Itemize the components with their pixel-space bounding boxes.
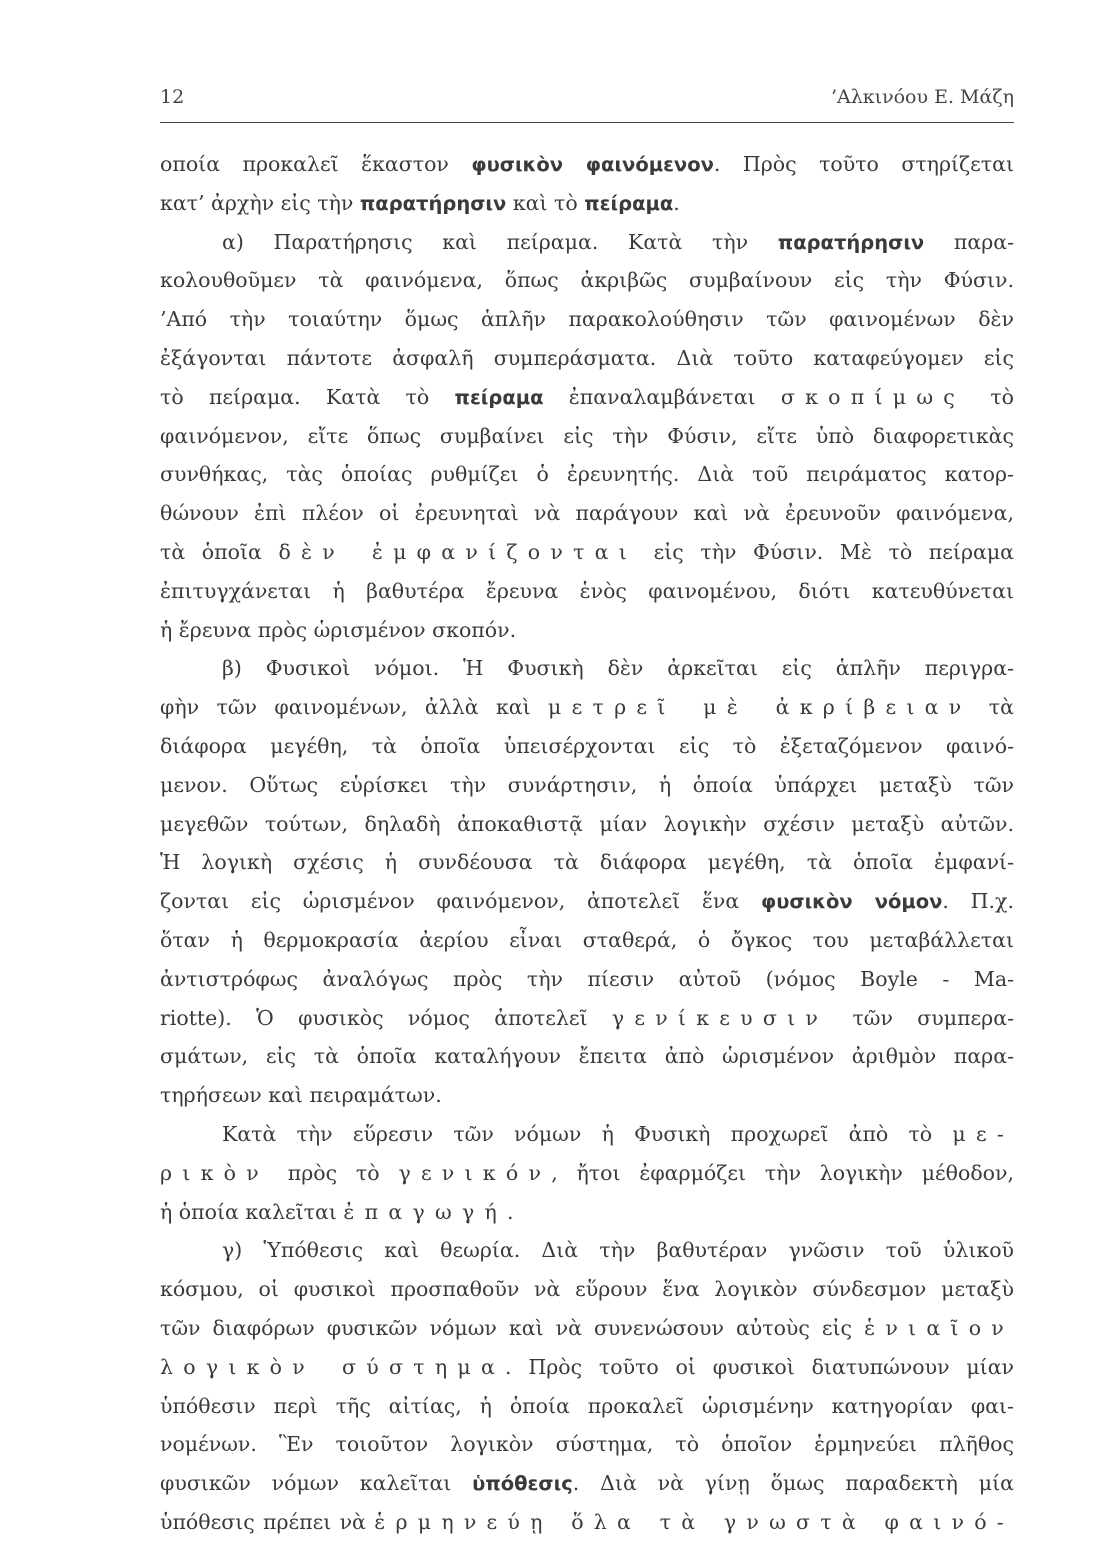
text-line: συνθήκας, τὰς ὁποίας ρυθμίζει ὁ ἐρευνητής. Διὰ τοῦ πειράματος κατορ- bbox=[160, 462, 1014, 487]
text-line: ἡ ὁποία καλεῖται ἐπαγωγή. bbox=[160, 1199, 514, 1224]
text-line: διάφορα μεγέθη, τὰ ὁποῖα ὑπεισέρχονται εἰς τὸ ἐξεταζόμενον φαινό- bbox=[160, 733, 1014, 758]
text-line: μενον. Οὕτως εὑρίσκει τὴν συνάρτησιν, ἡ ὁποία ὑπάρχει μεταξὺ τῶν bbox=[160, 772, 1014, 797]
text-line: φυσικῶν νόμων καλεῖται ὑπόθεσις. Διὰ νὰ γίνῃ ὅμως παραδεκτὴ μία bbox=[160, 1471, 1014, 1496]
text-line: κολουθοῦμεν τὰ φαινόμενα, ὅπως ἀκριβῶς συμβαίνουν εἰς τὴν Φύσιν. bbox=[160, 268, 1014, 293]
text-line: τηρήσεων καὶ πειραμάτων. bbox=[160, 1083, 442, 1108]
text-line: ρικὸν πρὸς τὸ γενικόν, ἤτοι ἐφαρμόζει τὴν λογικὴν μέθοδον, bbox=[160, 1160, 1014, 1185]
text-line: Ἡ λογικὴ σχέσις ἡ συνδέουσα τὰ διάφορα μεγέθη, τὰ ὁποῖα ἐμφανί- bbox=[160, 850, 1014, 875]
page-header bbox=[160, 86, 1014, 116]
text-line: ὅταν ἡ θερμοκρασία ἀερίου εἶναι σταθερά, ὁ ὄγκος του μεταβάλλεται bbox=[160, 927, 1014, 952]
text-line: ἀντιστρόφως ἀναλόγως πρὸς τὴν πίεσιν αὐτοῦ (νόμος Boyle - Ma- bbox=[160, 966, 1014, 991]
text-line: ὑπόθεσιν περὶ τῆς αἰτίας, ἡ ὁποία προκαλεῖ ὡρισμένην κατηγορίαν φαι- bbox=[160, 1393, 1014, 1418]
text-line: ζονται εἰς ὡρισμένον φαινόμενον, ἀποτελεῖ ἕνα φυσικὸν νόμον. Π.χ. bbox=[160, 889, 1014, 914]
text-line: τὸ πείραμα. Κατὰ τὸ πείραμα ἐπαναλαμβάνεται σκοπίμως τὸ bbox=[160, 384, 1014, 409]
text-line: φὴν τῶν φαινομένων, ἀλλὰ καὶ μετρεῖ μὲ ἀκρίβειαν τὰ bbox=[160, 695, 1014, 720]
text-line: νομένων. Ἓν τοιοῦτον λογικὸν σύστημα, τὸ ὁποῖον ἑρμηνεύει πλῆθος bbox=[160, 1432, 1014, 1457]
text-line: Κατὰ τὴν εὕρεσιν τῶν νόμων ἡ Φυσικὴ προχωρεῖ ἀπὸ τὸ με- bbox=[222, 1121, 1014, 1146]
text-line: φαινόμενον, εἴτε ὅπως συμβαίνει εἰς τὴν Φύσιν, εἴτε ὑπὸ διαφορετικὰς bbox=[160, 423, 1014, 448]
text-line: οποία προκαλεῖ ἕκαστον φυσικὸν φαινόμενον. Πρὸς τοῦτο στηρίζεται bbox=[160, 152, 1014, 176]
text-line: σμάτων, εἰς τὰ ὁποῖα καταλήγουν ἔπειτα ἀπὸ ὡρισμένον ἀριθμὸν παρα- bbox=[160, 1044, 1014, 1069]
section-heading-line: γ) Ὑπόθεσις καὶ θεωρία. Διὰ τὴν βαθυτέραν γνῶσιν τοῦ ὑλικοῦ bbox=[222, 1238, 1014, 1263]
text-line: ἡ ἔρευνα πρὸς ὡρισμένον σκοπόν. bbox=[160, 617, 517, 642]
running-head: ’Αλκινόου Ε. Μάζη bbox=[830, 86, 1014, 108]
header-rule bbox=[160, 122, 1014, 123]
body-text bbox=[160, 145, 1014, 1542]
text-line: ἐξάγονται πάντοτε ἀσφαλῆ συμπεράσματα. Διὰ τοῦτο καταφεύγομεν εἰς bbox=[160, 345, 1014, 370]
page-number: 12 bbox=[160, 86, 185, 108]
text-line: κόσμου, οἱ φυσικοὶ προσπαθοῦν νὰ εὕρουν ἕνα λογικὸν σύνδεσμον μεταξὺ bbox=[160, 1277, 1014, 1302]
text-line: ’Από τὴν τοιαύτην ὅμως ἁπλῆν παρακολούθησιν τῶν φαινομένων δὲν bbox=[160, 307, 1014, 332]
text-line: riotte). Ὁ φυσικὸς νόμος ἀποτελεῖ γενίκευσιν τῶν συμπερα- bbox=[160, 1005, 1014, 1030]
text-line: τῶν διαφόρων φυσικῶν νόμων καὶ νὰ συνενώσουν αὐτοὺς εἰς ἑνιαῖον bbox=[160, 1315, 1014, 1340]
text-line: κατ’ ἀρχὴν εἰς τὴν παρατήρησιν καὶ τὸ πείραμα. bbox=[160, 190, 680, 215]
text-line: ἐπιτυγχάνεται ἡ βαθυτέρα ἔρευνα ἑνὸς φαινομένου, διότι κατευθύνεται bbox=[160, 578, 1014, 603]
text-line: μεγεθῶν τούτων, δηλαδὴ ἀποκαθιστᾷ μίαν λογικὴν σχέσιν μεταξὺ αὐτῶν. bbox=[160, 811, 1014, 836]
text-line: τὰ ὁποῖα δὲν ἐμφανίζονται εἰς τὴν Φύσιν. Μὲ τὸ πείραμα bbox=[160, 539, 1014, 564]
text-line: θώνουν ἐπὶ πλέον οἱ ἐρευνηταὶ νὰ παράγουν καὶ νὰ ἐρευνοῦν φαινόμενα, bbox=[160, 501, 1014, 526]
section-heading-line: α) Παρατήρησις καὶ πείραμα. Κατὰ τὴν παρατήρησιν παρα- bbox=[222, 229, 1014, 254]
text-line: ὑπόθεσις πρέπει νὰ ἑρμηνεύῃ ὅλα τὰ γνωστὰ φαινό- bbox=[160, 1509, 1014, 1534]
text-line: λογικὸν σύστημα. Πρὸς τοῦτο οἱ φυσικοὶ διατυπώνουν μίαν bbox=[160, 1354, 1014, 1379]
section-heading-line: β) Φυσικοὶ νόμοι. Ἡ Φυσικὴ δὲν ἀρκεῖται εἰς ἁπλῆν περιγρα- bbox=[222, 656, 1014, 681]
